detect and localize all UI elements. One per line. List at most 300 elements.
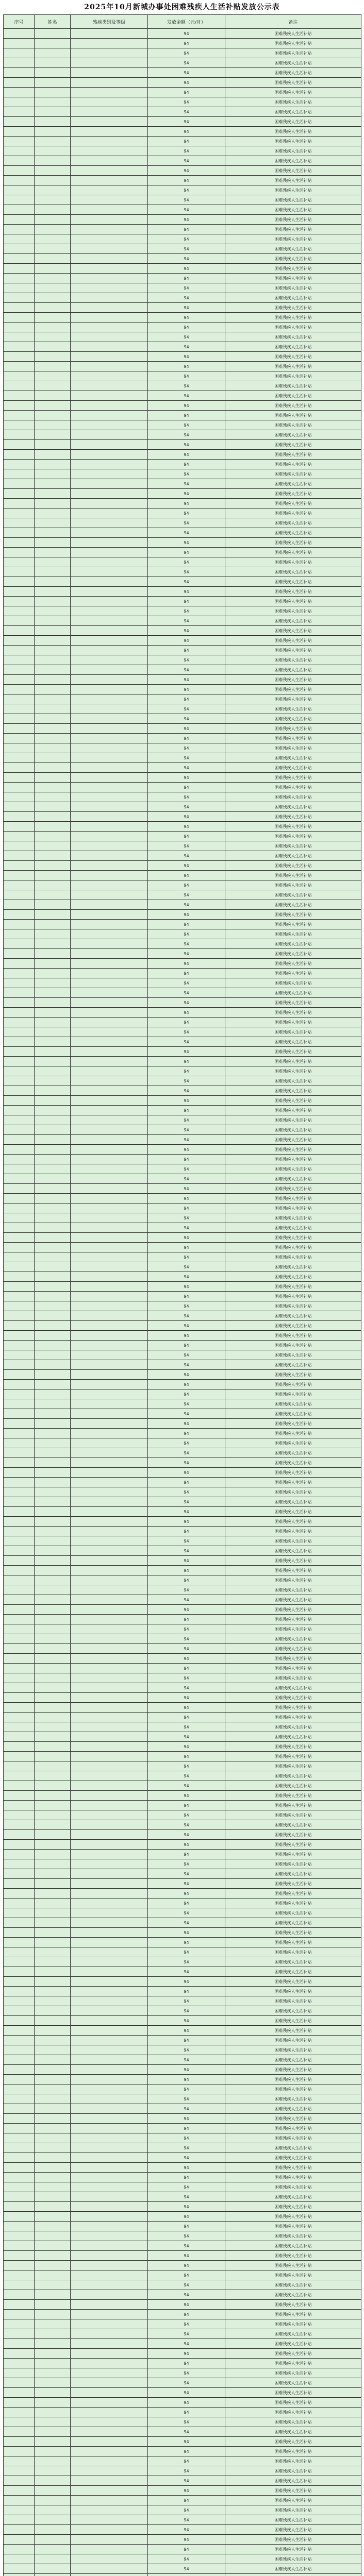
cell-name <box>35 1527 71 1536</box>
cell-name <box>35 225 71 234</box>
table-row <box>4 2094 361 2104</box>
cell-disability-type <box>71 2339 148 2349</box>
cell-disability-type <box>71 303 148 313</box>
cell-disability-type <box>71 1478 148 1487</box>
table-row <box>4 1360 361 1370</box>
cell-index <box>4 1752 35 1761</box>
cell-disability-type <box>71 1184 148 1194</box>
cell-index <box>4 636 35 646</box>
table-row <box>4 469 361 479</box>
cell-disability-type <box>71 1438 148 1448</box>
cell-index <box>4 1957 35 1967</box>
cell-index <box>4 2486 35 2496</box>
cell-amount: 94 <box>148 939 225 949</box>
cell-amount: 94 <box>148 675 225 685</box>
cell-remark: 困难残疾人生活补贴 <box>225 939 361 949</box>
table-row <box>4 1086 361 1096</box>
cell-name <box>35 1859 71 1869</box>
cell-remark: 困难残疾人生活补贴 <box>225 646 361 655</box>
cell-disability-type <box>71 1125 148 1135</box>
cell-name <box>35 988 71 998</box>
cell-name <box>35 978 71 988</box>
cell-remark: 困难残疾人生活补贴 <box>225 675 361 685</box>
table-row <box>4 1527 361 1536</box>
cell-index <box>4 411 35 420</box>
cell-amount: 94 <box>148 2329 225 2339</box>
cell-remark: 困难残疾人生活补贴 <box>225 430 361 440</box>
cell-remark: 困难残疾人生活补贴 <box>225 156 361 166</box>
cell-remark: 困难残疾人生活补贴 <box>225 1184 361 1194</box>
cell-index <box>4 401 35 411</box>
cell-remark: 困难残疾人生活补贴 <box>225 1624 361 1634</box>
cell-remark: 困难残疾人生活补贴 <box>225 1106 361 1115</box>
table-row <box>4 1497 361 1507</box>
cell-index <box>4 137 35 146</box>
cell-amount: 94 <box>148 567 225 577</box>
cell-index <box>4 2133 35 2143</box>
cell-name <box>35 1585 71 1595</box>
cell-name <box>35 694 71 704</box>
cell-amount: 94 <box>148 1301 225 1311</box>
cell-disability-type <box>71 48 148 58</box>
cell-index <box>4 283 35 293</box>
cell-disability-type <box>71 1624 148 1634</box>
cell-disability-type <box>71 127 148 137</box>
cell-name <box>35 1409 71 1419</box>
cell-amount: 94 <box>148 1683 225 1693</box>
table-row <box>4 440 361 450</box>
cell-disability-type <box>71 2525 148 2535</box>
cell-amount: 94 <box>148 411 225 420</box>
cell-amount: 94 <box>148 1585 225 1595</box>
table-row <box>4 1850 361 1859</box>
cell-name <box>35 587 71 597</box>
cell-name <box>35 1331 71 1341</box>
cell-name <box>35 1644 71 1654</box>
table-row <box>4 1184 361 1194</box>
cell-amount: 94 <box>148 2114 225 2124</box>
table-row <box>4 1174 361 1184</box>
table-row <box>4 2319 361 2329</box>
header-index: 序号 <box>4 15 35 29</box>
cell-name <box>35 1938 71 1947</box>
table-row <box>4 1370 361 1380</box>
cell-disability-type <box>71 871 148 880</box>
cell-disability-type <box>71 323 148 332</box>
table-row <box>4 1566 361 1575</box>
cell-disability-type <box>71 1380 148 1389</box>
cell-index <box>4 685 35 694</box>
cell-amount: 94 <box>148 1536 225 1546</box>
cell-name <box>35 1272 71 1282</box>
cell-remark: 困难残疾人生活补贴 <box>225 420 361 430</box>
table-row <box>4 1487 361 1497</box>
cell-disability-type <box>71 753 148 763</box>
table-row <box>4 1047 361 1057</box>
cell-disability-type <box>71 460 148 469</box>
cell-name <box>35 1350 71 1360</box>
cell-amount: 94 <box>148 1928 225 1938</box>
table-row <box>4 117 361 127</box>
cell-amount: 94 <box>148 1957 225 1967</box>
cell-disability-type <box>71 450 148 460</box>
cell-disability-type <box>71 117 148 127</box>
cell-remark: 困难残疾人生活补贴 <box>225 1448 361 1458</box>
cell-index <box>4 2202 35 2212</box>
cell-amount: 94 <box>148 841 225 851</box>
cell-disability-type <box>71 274 148 283</box>
table-row <box>4 1262 361 1272</box>
cell-remark: 困难残疾人生活补贴 <box>225 2104 361 2114</box>
cell-name <box>35 724 71 734</box>
table-row <box>4 107 361 117</box>
cell-amount: 94 <box>148 1321 225 1331</box>
table-row <box>4 2055 361 2065</box>
cell-remark: 困难残疾人生活补贴 <box>225 978 361 988</box>
cell-disability-type <box>71 606 148 616</box>
cell-name <box>35 606 71 616</box>
cell-remark: 困难残疾人生活补贴 <box>225 1859 361 1869</box>
cell-name <box>35 1478 71 1487</box>
cell-name <box>35 1252 71 1262</box>
cell-amount: 94 <box>148 460 225 469</box>
cell-disability-type <box>71 1899 148 1908</box>
cell-name <box>35 166 71 176</box>
cell-remark: 困难残疾人生活补贴 <box>225 1615 361 1624</box>
cell-name <box>35 597 71 606</box>
table-row <box>4 1634 361 1644</box>
cell-remark: 困难残疾人生活补贴 <box>225 1478 361 1487</box>
cell-amount: 94 <box>148 1556 225 1566</box>
cell-remark: 困难残疾人生活补贴 <box>225 1429 361 1438</box>
cell-amount: 94 <box>148 1713 225 1722</box>
cell-name <box>35 1233 71 1243</box>
cell-amount: 94 <box>148 293 225 303</box>
table-row <box>4 176 361 185</box>
cell-disability-type <box>71 1194 148 1204</box>
cell-amount: 94 <box>148 2202 225 2212</box>
cell-amount: 94 <box>148 646 225 655</box>
cell-index <box>4 1321 35 1331</box>
cell-amount: 94 <box>148 685 225 694</box>
cell-name <box>35 655 71 665</box>
cell-index <box>4 577 35 587</box>
table-row <box>4 313 361 323</box>
cell-disability-type <box>71 2065 148 2075</box>
cell-amount: 94 <box>148 1458 225 1468</box>
table-row <box>4 97 361 107</box>
cell-name <box>35 185 71 195</box>
cell-disability-type <box>71 1742 148 1752</box>
cell-name <box>35 1536 71 1546</box>
table-row <box>4 411 361 420</box>
cell-index <box>4 1830 35 1840</box>
cell-name <box>35 156 71 166</box>
cell-name <box>35 2036 71 2045</box>
cell-remark: 困难残疾人生活补贴 <box>225 2182 361 2192</box>
cell-remark: 困难残疾人生活补贴 <box>225 587 361 597</box>
table-row <box>4 1908 361 1918</box>
subsidy-table-container <box>3 14 361 2576</box>
cell-disability-type <box>71 2270 148 2280</box>
cell-remark: 困难残疾人生活补贴 <box>225 1115 361 1125</box>
cell-index <box>4 2535 35 2545</box>
table-row <box>4 362 361 371</box>
cell-name <box>35 1664 71 1673</box>
cell-amount: 94 <box>148 694 225 704</box>
table-row <box>4 2447 361 2456</box>
cell-index <box>4 1292 35 1301</box>
cell-name <box>35 2339 71 2349</box>
cell-disability-type <box>71 2408 148 2417</box>
table-row <box>4 1008 361 1018</box>
cell-amount: 94 <box>148 714 225 724</box>
table-row <box>4 1575 361 1585</box>
table-row <box>4 2280 361 2290</box>
table-row <box>4 2036 361 2045</box>
cell-disability-type <box>71 1389 148 1399</box>
cell-disability-type <box>71 2545 148 2554</box>
cell-index <box>4 2270 35 2280</box>
cell-name <box>35 734 71 743</box>
table-row <box>4 792 361 802</box>
cell-amount: 94 <box>148 2505 225 2515</box>
cell-disability-type <box>71 1164 148 1174</box>
cell-amount: 94 <box>148 871 225 880</box>
cell-remark: 困难残疾人生活补贴 <box>225 2535 361 2545</box>
cell-remark: 困难残疾人生活补贴 <box>225 1693 361 1703</box>
cell-disability-type <box>71 1458 148 1468</box>
cell-remark: 困难残疾人生活补贴 <box>225 606 361 616</box>
cell-name <box>35 2368 71 2378</box>
cell-amount: 94 <box>148 2486 225 2496</box>
table-row <box>4 920 361 929</box>
cell-remark: 困难残疾人生活补贴 <box>225 2192 361 2202</box>
cell-name <box>35 665 71 675</box>
cell-name <box>35 2349 71 2359</box>
cell-amount: 94 <box>148 283 225 293</box>
table-row <box>4 1233 361 1243</box>
cell-index <box>4 1027 35 1037</box>
cell-name <box>35 1605 71 1615</box>
cell-name <box>35 949 71 959</box>
cell-amount: 94 <box>148 743 225 753</box>
cell-name <box>35 704 71 714</box>
table-row <box>4 1761 361 1771</box>
table-row <box>4 783 361 792</box>
cell-disability-type <box>71 1360 148 1370</box>
cell-amount: 94 <box>148 1389 225 1399</box>
cell-amount: 94 <box>148 352 225 362</box>
cell-index <box>4 1908 35 1918</box>
cell-disability-type <box>71 1722 148 1732</box>
cell-name <box>35 460 71 469</box>
cell-remark: 困难残疾人生活补贴 <box>225 2466 361 2476</box>
cell-disability-type <box>71 362 148 371</box>
table-row <box>4 2476 361 2486</box>
cell-index <box>4 783 35 792</box>
cell-disability-type <box>71 1341 148 1350</box>
cell-name <box>35 714 71 724</box>
cell-disability-type <box>71 802 148 812</box>
table-row <box>4 39 361 48</box>
cell-index <box>4 802 35 812</box>
cell-amount: 94 <box>148 1429 225 1438</box>
cell-disability-type <box>71 1566 148 1575</box>
cell-index <box>4 303 35 313</box>
cell-index <box>4 1546 35 1556</box>
cell-remark: 困难残疾人生活补贴 <box>225 1938 361 1947</box>
table-row <box>4 2133 361 2143</box>
cell-index <box>4 2515 35 2525</box>
table-row <box>4 1468 361 1478</box>
cell-index <box>4 1664 35 1673</box>
cell-disability-type <box>71 1752 148 1761</box>
cell-index <box>4 2408 35 2417</box>
cell-remark: 困难残疾人生活补贴 <box>225 528 361 538</box>
cell-index <box>4 469 35 479</box>
cell-remark: 困难残疾人生活补贴 <box>225 254 361 264</box>
cell-remark: 困难残疾人生活补贴 <box>225 518 361 528</box>
cell-disability-type <box>71 1076 148 1086</box>
cell-name <box>35 78 71 88</box>
cell-amount: 94 <box>148 391 225 401</box>
cell-remark: 困难残疾人生活补贴 <box>225 1125 361 1135</box>
cell-remark: 困难残疾人生活补贴 <box>225 1262 361 1272</box>
cell-index <box>4 1204 35 1213</box>
cell-disability-type <box>71 548 148 557</box>
cell-remark: 困难残疾人生活补贴 <box>225 371 361 381</box>
cell-index <box>4 2300 35 2310</box>
cell-disability-type <box>71 2417 148 2427</box>
cell-disability-type <box>71 978 148 988</box>
cell-disability-type <box>71 734 148 743</box>
cell-amount: 94 <box>148 2359 225 2368</box>
cell-name <box>35 1213 71 1223</box>
cell-amount: 94 <box>148 900 225 910</box>
cell-amount: 94 <box>148 1468 225 1478</box>
cell-name <box>35 2251 71 2261</box>
cell-disability-type <box>71 1096 148 1106</box>
cell-name <box>35 283 71 293</box>
table-row <box>4 665 361 675</box>
cell-disability-type <box>71 1908 148 1918</box>
cell-index <box>4 929 35 939</box>
cell-amount: 94 <box>148 1791 225 1801</box>
cell-index <box>4 1732 35 1742</box>
cell-index <box>4 890 35 900</box>
table-row <box>4 1615 361 1624</box>
cell-amount: 94 <box>148 665 225 675</box>
cell-index <box>4 146 35 156</box>
cell-disability-type <box>71 264 148 274</box>
cell-disability-type <box>71 2251 148 2261</box>
cell-name <box>35 1370 71 1380</box>
cell-index <box>4 2505 35 2515</box>
cell-remark: 困难残疾人生活补贴 <box>225 274 361 283</box>
cell-amount: 94 <box>148 1801 225 1810</box>
cell-index <box>4 1115 35 1125</box>
cell-amount: 94 <box>148 959 225 969</box>
table-row <box>4 890 361 900</box>
cell-disability-type <box>71 146 148 156</box>
cell-disability-type <box>71 1615 148 1624</box>
cell-disability-type <box>71 1409 148 1419</box>
cell-name <box>35 342 71 352</box>
cell-name <box>35 969 71 978</box>
cell-disability-type <box>71 1223 148 1233</box>
cell-index <box>4 753 35 763</box>
cell-amount: 94 <box>148 969 225 978</box>
cell-remark: 困难残疾人生活补贴 <box>225 1556 361 1566</box>
table-row <box>4 2065 361 2075</box>
cell-index <box>4 215 35 225</box>
cell-index <box>4 1703 35 1713</box>
cell-name <box>35 39 71 48</box>
cell-index <box>4 166 35 176</box>
table-row <box>4 205 361 215</box>
cell-disability-type <box>71 1057 148 1066</box>
cell-remark: 困难残疾人生活补贴 <box>225 2564 361 2574</box>
cell-index <box>4 2212 35 2222</box>
table-row <box>4 2329 361 2339</box>
table-row <box>4 2222 361 2231</box>
cell-name <box>35 2466 71 2476</box>
cell-disability-type <box>71 1654 148 1664</box>
cell-name <box>35 1566 71 1575</box>
cell-remark: 困难残疾人生活补贴 <box>225 176 361 185</box>
table-row <box>4 616 361 626</box>
table-row <box>4 626 361 636</box>
cell-name <box>35 1164 71 1174</box>
table-row <box>4 2359 361 2368</box>
cell-name <box>35 401 71 411</box>
cell-remark: 困难残疾人生活补贴 <box>225 1634 361 1644</box>
cell-disability-type <box>71 890 148 900</box>
cell-remark: 困难残疾人生活补贴 <box>225 411 361 420</box>
cell-amount: 94 <box>148 1419 225 1429</box>
cell-index <box>4 2114 35 2124</box>
table-row <box>4 949 361 959</box>
table-row <box>4 420 361 430</box>
cell-remark: 困难残疾人生活补贴 <box>225 1037 361 1047</box>
table-row <box>4 2143 361 2153</box>
cell-amount: 94 <box>148 1840 225 1850</box>
cell-disability-type <box>71 2016 148 2026</box>
cell-name <box>35 1292 71 1301</box>
cell-index <box>4 1497 35 1507</box>
cell-name <box>35 1204 71 1213</box>
cell-amount: 94 <box>148 2104 225 2114</box>
table-row <box>4 1204 361 1213</box>
cell-name <box>35 900 71 910</box>
cell-name <box>35 1458 71 1468</box>
cell-disability-type <box>71 959 148 969</box>
cell-name <box>35 1311 71 1321</box>
cell-amount: 94 <box>148 1448 225 1458</box>
table-row <box>4 1928 361 1938</box>
cell-index <box>4 29 35 39</box>
table-row <box>4 2564 361 2574</box>
cell-remark: 困难残疾人生活补贴 <box>225 577 361 587</box>
cell-name <box>35 2310 71 2319</box>
cell-name <box>35 861 71 871</box>
cell-name <box>35 1125 71 1135</box>
cell-index <box>4 528 35 538</box>
cell-amount: 94 <box>148 822 225 832</box>
cell-amount: 94 <box>148 2065 225 2075</box>
cell-amount: 94 <box>148 557 225 567</box>
